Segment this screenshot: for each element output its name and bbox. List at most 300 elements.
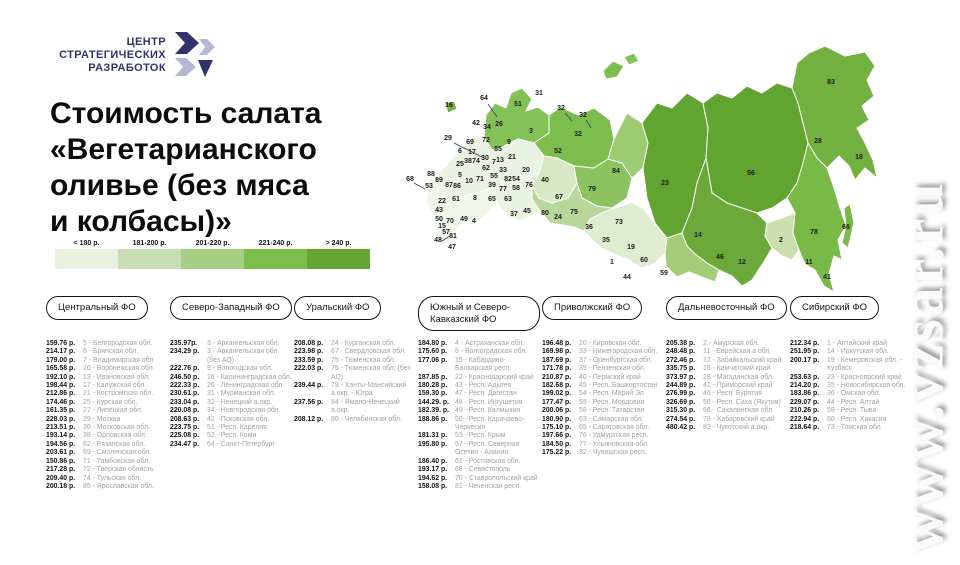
district-pill: Уральский ФО (294, 296, 381, 320)
region-entry (418, 475, 540, 483)
price-value: 217.28 р. (46, 466, 83, 474)
map-region-number: 64 (480, 95, 488, 102)
region-entry (542, 348, 664, 356)
price-value: 230.61 р. (170, 390, 207, 398)
region-name: 49 - Респ. Калмыкия (455, 407, 540, 415)
map-region-number: 11 (805, 259, 813, 266)
logo-line-2: СТРАТЕГИЧЕСКИХ (46, 49, 166, 62)
map-region-number: 34 (483, 124, 491, 131)
price-value: 200.06 р. (542, 407, 579, 415)
map-region (603, 61, 624, 79)
legend-swatch (307, 249, 370, 269)
map-region-number: 2 (779, 237, 783, 244)
price-value: 248.48 р. (666, 348, 703, 356)
region-list (294, 340, 416, 424)
region-name: 57 - Респ. Северная Осетия - Алания (455, 441, 540, 458)
region-name: 27 - Липецкая обл. (83, 407, 168, 415)
map-region-number: 79 (588, 186, 596, 193)
map-region-number: 54 (512, 176, 520, 183)
region-entry (666, 374, 788, 382)
region-entry (294, 382, 416, 399)
district-header (542, 296, 664, 340)
region-name: 21 - Костромская обл. (83, 390, 168, 398)
region-entry (170, 441, 292, 449)
csr-logo (46, 30, 217, 80)
legend-swatch (244, 249, 307, 269)
legend-item (244, 240, 307, 269)
price-value: 234.47 р. (170, 441, 207, 449)
region-entry (294, 348, 416, 356)
map-region-number: 71 (476, 176, 484, 183)
region-entry (46, 475, 168, 483)
map-region-number: 50 (435, 216, 443, 223)
price-value: 222.03 р. (294, 365, 331, 382)
map-region-number: 52 (554, 148, 562, 155)
region-entry (418, 382, 540, 390)
map-region-number: 56 (747, 170, 755, 177)
price-value: 159.76 р. (46, 340, 83, 348)
region-entry (418, 458, 540, 466)
logo-line-1: ЦЕНТР (46, 36, 166, 49)
map-region-number: 6 (458, 148, 462, 155)
region-name: 2 - Амурская обл. (703, 340, 788, 348)
map-region-number: 62 (482, 165, 490, 172)
price-value: 210.87 р. (542, 374, 579, 382)
region-name: 75 - Тюменская обл. (331, 357, 416, 365)
district-header (418, 296, 540, 340)
region-entry (418, 466, 540, 474)
region-name: 73 - Томская обл. (827, 424, 912, 432)
map-region-number: 12 (738, 259, 746, 266)
region-name: 9 - Вологодская обл. (207, 365, 292, 373)
map-region-number: 37 (510, 211, 518, 218)
region-name: 8 - Волгоградская обл. (455, 348, 540, 356)
price-value: 274.54 р. (666, 416, 703, 424)
map-region-number: 23 (661, 180, 669, 187)
map-region-number: 65 (488, 196, 496, 203)
map-region-number: 55 (490, 173, 498, 180)
price-value: 169.98 р. (542, 348, 579, 356)
price-value: 237.56 р. (294, 399, 331, 416)
map-region-number: 19 (627, 244, 635, 251)
map-region-number: 49 (460, 216, 468, 223)
region-entry (666, 399, 788, 407)
region-entry (790, 399, 912, 407)
map-region-number: 69 (466, 139, 474, 146)
title-line: Стоимость салата (50, 96, 425, 132)
price-value: 244.89 р. (666, 382, 703, 390)
map-region-number: 32 (579, 112, 587, 119)
price-value: 180.90 р. (542, 416, 579, 424)
district-pill: Центральный ФО (46, 296, 148, 320)
price-value: 315.30 р. (666, 407, 703, 415)
region-name: 4 - Астраханская обл. (455, 340, 540, 348)
district-header (790, 296, 912, 340)
map-region-number: 14 (694, 232, 702, 239)
price-value: 205.38 р. (666, 340, 703, 348)
region-name: 77 - Ульяновская обл. (579, 441, 664, 449)
region-name: 78 - Хабаровский край (703, 416, 788, 424)
price-value: 177.47 р. (542, 399, 579, 407)
map-region-number: 58 (512, 185, 520, 192)
region-name: 72 - Тверская область (83, 466, 168, 474)
region-name: 54 - Респ. Марий Эл (579, 390, 664, 398)
district-column (46, 296, 168, 491)
price-value: 179.00 р. (46, 357, 83, 365)
district-header (46, 296, 168, 340)
legend-item (181, 240, 244, 269)
district-pill: Приволжский ФО (542, 296, 642, 320)
map-region-number: 35 (602, 237, 610, 244)
price-value: 200.17 р. (790, 357, 827, 374)
region-name: 68 - Севастополь (455, 466, 540, 474)
map-region-number: 28 (814, 138, 822, 145)
price-value: 222.33 р. (170, 382, 207, 390)
region-list (542, 340, 664, 458)
region-name: 40 - Пермский край (579, 374, 664, 382)
region-name: 30 - Московская обл. (83, 424, 168, 432)
logo-line-3: РАЗРАБОТОК (46, 62, 166, 75)
region-entry (790, 348, 912, 356)
region-entry (418, 483, 540, 491)
price-value: 326.69 р. (666, 399, 703, 407)
map-region-number: 42 (472, 120, 480, 127)
region-name: 1 - Алтайский край (827, 340, 912, 348)
price-value: 187.85 р. (418, 374, 455, 382)
price-value: 171.78 р. (542, 365, 579, 373)
map-region-number: 60 (640, 257, 648, 264)
map-region-number: 82 (504, 176, 512, 183)
legend-label: 201-220 р. (181, 240, 244, 247)
district-header (666, 296, 788, 340)
region-entry (666, 407, 788, 415)
price-value: 208.12 р. (294, 416, 331, 424)
region-name: 81 - Чеченская респ. (455, 483, 540, 491)
region-name: 76 - Удмуртская респ. (579, 432, 664, 440)
price-value: 175.22 р. (542, 449, 579, 457)
map-region-number: 86 (453, 183, 461, 190)
legend-label: 221-240 р. (244, 240, 307, 247)
map-region-number: 57 (442, 229, 450, 236)
csr-logo-text (46, 36, 166, 75)
map-region-number: 76 (525, 182, 533, 189)
map-region-number: 40 (541, 177, 549, 184)
region-entry (46, 458, 168, 466)
region-name: 43 - Респ. Адыгея (455, 382, 540, 390)
region-name: 11 - Еврейская а.обл. (703, 348, 788, 356)
region-name: 26 - Ленинградская обл. (207, 382, 292, 390)
map-region-number: 33 (499, 167, 507, 174)
region-name: 71 - Тамбовская обл. (83, 458, 168, 466)
region-entry (294, 399, 416, 416)
region-entry (46, 348, 168, 356)
price-value: 213.51 р. (46, 424, 83, 432)
map-region-number: 1 (610, 259, 614, 266)
region-name: 35 - Новосибирская обл. (827, 382, 912, 390)
price-value: 235.97р. (170, 340, 207, 348)
region-name: 6 - Брянская обл. (83, 348, 168, 356)
region-name: 22 - Краснодарский край (455, 374, 540, 382)
region-name: 14 - Иркутская обл. (827, 348, 912, 356)
region-name: 61 - Ростовская обл. (455, 458, 540, 466)
map-region-number: 7 (492, 159, 496, 166)
region-entry (170, 407, 292, 415)
map-region-number: 43 (435, 207, 443, 214)
region-name: 80 - Челябинская обл. (331, 416, 416, 424)
map-region-number: 75 (570, 209, 578, 216)
price-value: 159.30 р. (418, 390, 455, 398)
region-entry (418, 374, 540, 382)
region-entry (46, 407, 168, 415)
region-entry (666, 357, 788, 365)
region-entry (170, 374, 292, 382)
price-value: 150.86 р. (46, 458, 83, 466)
region-list (666, 340, 788, 432)
region-entry (294, 357, 416, 365)
region-list (170, 340, 292, 449)
district-pill: Дальневосточный ФО (666, 296, 787, 320)
map-region-number: 74 (472, 158, 480, 165)
map-region-number: 83 (827, 79, 835, 86)
region-entry (542, 357, 664, 365)
map-region-number: 87 (445, 182, 453, 189)
region-name: 28 - Магаданская обл. (703, 374, 788, 382)
map-region-number: 66 (842, 224, 850, 231)
district-column (170, 296, 292, 491)
price-value: 193.14 р. (46, 432, 83, 440)
region-entry (418, 441, 540, 458)
price-value: 184.80 р. (418, 340, 455, 348)
price-value: 208.63 р. (170, 416, 207, 424)
legend-item (55, 240, 118, 269)
price-value: 183.86 р. (790, 390, 827, 398)
region-name: 31 - Мурманская обл. (207, 390, 292, 398)
region-entry (790, 424, 912, 432)
region-entry (46, 365, 168, 373)
region-name: 36 - Омская обл. (827, 390, 912, 398)
region-entry (542, 441, 664, 449)
map-region-number: 46 (716, 254, 724, 261)
map-region-number: 45 (523, 208, 531, 215)
region-name: 70 - Ставропольский край (455, 475, 540, 483)
map-region-number: 47 (448, 244, 456, 251)
region-entry (170, 399, 292, 407)
region-name: 59 - Респ. Тыва (827, 407, 912, 415)
map-region-number: 30 (481, 155, 489, 162)
map-region-number: 10 (465, 178, 473, 185)
region-name: 82 - Чувашская респ. (579, 449, 664, 457)
region-name: 25 - Курская обл. (83, 399, 168, 407)
price-value: 222.76 р. (170, 365, 207, 373)
map-region-number: 41 (823, 274, 831, 281)
region-entry (666, 390, 788, 398)
region-name: 85 - Ярославская обл. (83, 483, 168, 491)
price-value: 197.66 р. (542, 432, 579, 440)
map-region-number: 13 (496, 157, 504, 164)
map-region-number: 18 (855, 154, 863, 161)
price-value: 187.69 р. (542, 357, 579, 365)
map-region-number: 9 (507, 139, 511, 146)
region-name: 52 - Респ. Коми (207, 432, 292, 440)
price-value: 373.97 р. (666, 374, 703, 382)
district-header (170, 296, 292, 340)
price-value: 246.50 р. (170, 374, 207, 382)
price-value: 335.75 р. (666, 365, 703, 373)
region-name: 13 - Ивановская обл. (83, 374, 168, 382)
region-name: 15 - Кабардино-Балкарская респ. (455, 357, 540, 374)
region-entry (46, 416, 168, 424)
region-name: 38 - Орловская обл. (83, 432, 168, 440)
region-name: 65 - Саратовская обл. (579, 424, 664, 432)
district-pill: Сибирский ФО (790, 296, 879, 320)
districts-row (46, 296, 912, 491)
price-value: 158.08 р. (418, 483, 455, 491)
map-region-number: 51 (514, 101, 522, 108)
price-value: 228.03 р. (46, 416, 83, 424)
price-value: 194.56 р. (46, 441, 83, 449)
price-value: 181.31 р. (418, 432, 455, 440)
district-column (294, 296, 416, 491)
region-name: 5 - Белгородская обл. (83, 340, 168, 348)
region-entry (542, 374, 664, 382)
price-value: 229.07 р. (790, 399, 827, 407)
region-entry (294, 365, 416, 382)
region-entry (790, 407, 912, 415)
price-value: 188.86 р. (418, 416, 455, 433)
price-value: 200.18 р. (46, 483, 83, 491)
region-name: 19 - Кемеровская обл. - Кузбасс (827, 357, 912, 374)
legend-item (307, 240, 370, 269)
price-value: 182.68 р. (542, 382, 579, 390)
map-region-number: 84 (612, 168, 620, 175)
price-value: 276.99 р. (666, 390, 703, 398)
region-name: 79 - Ханты-Мансийский а.окр. - Югра (331, 382, 416, 399)
region-name: 34 - Новгородская обл. (207, 407, 292, 415)
region-name: 7 - Владимирская обл. (83, 357, 168, 365)
region-entry (666, 424, 788, 432)
region-name: 48 - Респ. Ингушетия (455, 399, 540, 407)
region-entry (790, 390, 912, 398)
map-region-number: 8 (473, 195, 477, 202)
region-name: 47 - Респ. Дагестан (455, 390, 540, 398)
region-entry (790, 416, 912, 424)
region-name: 69 - Смоленская обл. (83, 449, 168, 457)
region-entry (170, 424, 292, 432)
map-region-number: 20 (522, 167, 530, 174)
map-region (624, 53, 639, 65)
region-entry (418, 357, 540, 374)
district-pill: Южный и Северо-Кавказский ФО (418, 296, 540, 331)
region-name: 24 - Курганская обл. (331, 340, 416, 348)
district-column (542, 296, 664, 491)
price-value: 193.17 р. (418, 466, 455, 474)
map-region-number: 24 (554, 214, 562, 221)
region-entry (542, 432, 664, 440)
price-value: 186.40 р. (418, 458, 455, 466)
price-value: 203.61 р. (46, 449, 83, 457)
map-region-number: 67 (555, 194, 563, 201)
price-value: 223.75 р. (170, 424, 207, 432)
region-entry (418, 348, 540, 356)
watermark: www.vzsar.ru (889, 170, 960, 565)
price-value: 239.44 р. (294, 382, 331, 399)
price-value: 234.29 р. (170, 348, 207, 365)
russia-choropleth-map (398, 8, 958, 300)
price-value: 182.39. р. (418, 407, 455, 415)
price-value: 214.17 р. (46, 348, 83, 356)
region-entry (418, 416, 540, 433)
price-value: 144.29. р. (418, 399, 455, 407)
region-entry (170, 416, 292, 424)
region-entry (170, 432, 292, 440)
map-region-number: 29 (444, 135, 452, 142)
legend-item (118, 240, 181, 269)
district-pill: Северо-Западный ФО (170, 296, 292, 320)
region-entry (170, 390, 292, 398)
map-region-number: 44 (623, 274, 631, 281)
region-name: 53 - Респ. Крым (455, 432, 540, 440)
region-name: 44 - Респ. Алтай (827, 399, 912, 407)
legend-label: > 240 р. (307, 240, 370, 247)
region-entry (418, 407, 540, 415)
price-value: 196.48 р. (542, 340, 579, 348)
price-value: 223.98 р. (294, 348, 331, 356)
region-name: 63 - Самарская обл. (579, 416, 664, 424)
region-entry (790, 374, 912, 382)
region-name: 12 - Забайкальский край (703, 357, 788, 365)
region-name: 75 - Тюменская обл. (без АО) (331, 365, 416, 382)
district-column (418, 296, 540, 491)
price-value: 195.80 р. (418, 441, 455, 458)
region-list (418, 340, 540, 491)
map-region-number: 73 (615, 219, 623, 226)
legend-swatch (55, 249, 118, 269)
price-value: 209.40 р. (46, 475, 83, 483)
legend-swatch (181, 249, 244, 269)
map-region-number: 39 (488, 182, 496, 189)
price-value: 175.60 р. (418, 348, 455, 356)
map-region-number: 22 (438, 198, 446, 205)
region-name: 56 - Респ. Саха (Якутия) (703, 399, 788, 407)
region-name: 42 - Псковская обл. (207, 416, 292, 424)
map-region-number: 78 (810, 229, 818, 236)
price-value: 184.50 р. (542, 441, 579, 449)
map-region-number: 77 (499, 186, 507, 193)
price-value: 220.08 р. (170, 407, 207, 415)
map-region-number: 63 (504, 196, 512, 203)
region-name: 74 - Тульская обл. (83, 475, 168, 483)
region-name: 23 - Красноярский край (827, 374, 912, 382)
map-region-number: 5 (458, 172, 462, 179)
region-entry (542, 399, 664, 407)
map-region-number: 31 (535, 90, 543, 97)
region-entry (46, 432, 168, 440)
region-list (46, 340, 168, 491)
region-entry (170, 365, 292, 373)
region-name: 51 - Респ. Карелия (207, 424, 292, 432)
map-region-number: 21 (508, 154, 516, 161)
price-value: 174.46 р. (46, 399, 83, 407)
title-line: и колбасы)» (50, 204, 425, 240)
price-value: 222.94 р. (790, 416, 827, 424)
region-name: 46 - Респ. Бурятия (703, 390, 788, 398)
region-name: 83 - Чукотский а.окр. (703, 424, 788, 432)
map-region-number: 80 (541, 210, 549, 217)
region-name: 33 - Нижегородская обл. (579, 348, 664, 356)
region-name: 60 - Респ. Хакасия (827, 416, 912, 424)
region-entry (666, 382, 788, 390)
region-entry (294, 416, 416, 424)
